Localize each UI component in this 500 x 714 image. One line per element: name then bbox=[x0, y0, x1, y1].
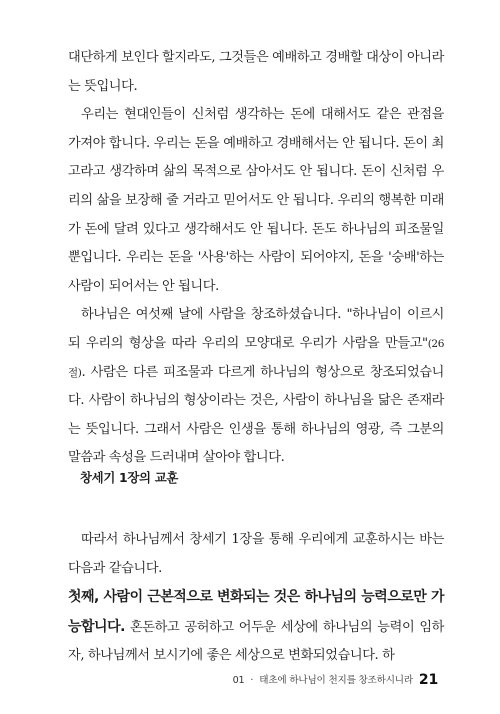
footer-chapter-title: 태초에 하나님이 천지를 창조하시니라 bbox=[259, 675, 413, 686]
paragraph-4: 따라서 하나님께서 창세기 1장을 통해 우리에게 교훈하시는 바는 다음과 같습니다. bbox=[68, 532, 444, 576]
paragraph-3 bbox=[68, 301, 444, 473]
paragraph-2: 우리는 현대인들이 신처럼 생각하는 돈에 대해서도 같은 관점을 가져야 합니다. 우리는 돈을 예배하고 경배해서는 안 됩니다. 돈이 최고라고 생각하며 삶의 목적으로 삼아서도 안 됩니다. 돈이 신처럼 우리의 삶을 보장해 줄 거라고 믿어서도 안 됩니다. 우리의 행복한 미래가 돈에 달려 있다고 생각해서도 안 됩니다. 돈도 하나님의 피조물일 뿐입니다. 우리는 돈을 '사용'하는 사람이 되어야지, 돈을 '숭배'하는 사람이 되어서는 안 됩니다. bbox=[68, 107, 444, 294]
footer-separator: · bbox=[250, 675, 254, 686]
paragraph-5 bbox=[68, 583, 444, 671]
body-text-top bbox=[68, 44, 444, 473]
body-text-section bbox=[68, 526, 444, 671]
section-heading: 창세기 1장의 교훈 bbox=[80, 470, 179, 485]
paragraph-5-text: 혼돈하고 공허하고 어두운 세상에 하나님의 능력이 임하자, 하나님께서 보시기에 좋은 세상으로 변화되었습니다. 하 bbox=[68, 619, 444, 664]
page-number: 21 bbox=[418, 672, 438, 688]
page-footer bbox=[233, 672, 438, 688]
paragraph-3-text-end: . 사람은 다른 피조물과 다르게 하나님의 형상으로 창조되었습니다. 사람이 하나님의 형상이라는 것은, 사람이 하나님을 닮은 존재라는 뜻입니다. 그래서 사람은 인생을 통해 하나님의 영광, 즉 그분의 말씀과 속성을 드러내며 살아야 합니다. bbox=[68, 364, 444, 466]
footer-chapter-number: 01 bbox=[232, 675, 245, 686]
paragraph-5-bold-lead: 첫째, 사람이 근본적으로 변화되는 것은 하나님의 능력으로만 가능합니다. bbox=[68, 589, 444, 635]
paragraph-1: 대단하게 보인다 할지라도, 그것들은 예배하고 경배할 대상이 아니라는 뜻입니다. bbox=[68, 50, 444, 94]
verse-reference: (26절) bbox=[68, 337, 444, 379]
paragraph-3-text-start: 하나님은 여섯째 날에 사람을 창조하셨습니다. "하나님이 이르시되 우리의 형상을 따라 우리의 모양대로 우리가 사람을 만들고" bbox=[68, 307, 444, 351]
